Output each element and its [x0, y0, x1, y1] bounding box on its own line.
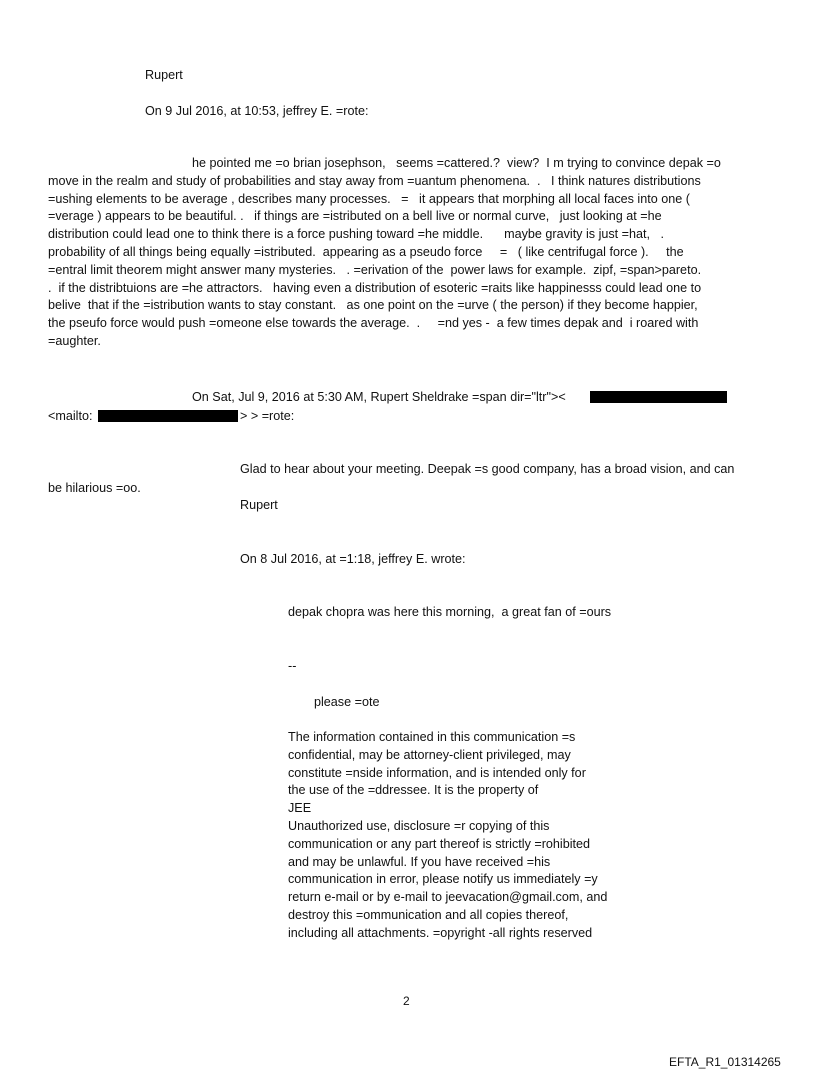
quoted-header-jul8: On 8 Jul 2016, at =1:18, jeffrey E. wrote:	[240, 552, 466, 566]
disclaimer-line: return e-mail or by e-mail to jeevacation@gmail.com, and	[288, 890, 608, 905]
disclaimer-line: The information contained in this communication =s	[288, 730, 576, 744]
disclaimer-line: Unauthorized use, disclosure =r copying of this	[288, 818, 550, 833]
rupert-signoff: Rupert	[240, 498, 278, 512]
mailto-prefix: <mailto:	[48, 409, 93, 423]
disclaimer-line: and may be unlawful. If you have received =his	[288, 854, 551, 869]
message-line: belive that if the =istribution wants to stay constant. as one point on the =urve ( the person) if they become happier,	[48, 298, 698, 313]
message-line: he pointed me =o brian josephson, seems =cattered.? view? I m trying to convince depak =o	[192, 156, 721, 170]
jeffrey-message	[0, 155, 816, 351]
quoted-header-jul9: On 9 Jul 2016, at 10:53, jeffrey E. =rote:	[145, 104, 369, 118]
rupert-reply-line: Glad to hear about your meeting. Deepak =s good company, has a broad vision, and can	[240, 462, 735, 476]
quoted-header-sat: On Sat, Jul 9, 2016 at 5:30 AM, Rupert Sheldrake =span dir="ltr"><	[192, 390, 566, 404]
rupert-signoff: Rupert	[145, 68, 183, 82]
disclaimer-line: including all attachments. =opyright -all rights reserved	[288, 925, 593, 940]
message-line: probability of all things being equally =istributed. appearing as a pseudo force = ( like centrifugal force ). the	[48, 244, 684, 259]
rupert-reply-line: be hilarious =oo.	[48, 481, 141, 495]
bates-id: EFTA_R1_01314265	[669, 1055, 781, 1069]
redaction-bar	[590, 391, 727, 403]
depak-message: depak chopra was here this morning, a great fan of =ours	[288, 605, 612, 619]
message-line: move in the realm and study of probabilities and stay away from =uantum phenomena. . I think natures distributions	[48, 173, 701, 188]
disclaimer-line: JEE	[288, 801, 312, 816]
disclaimer-line: confidential, may be attorney-client privileged, may	[288, 747, 571, 762]
disclaimer-line: communication or any part thereof is strictly =rohibited	[288, 836, 591, 851]
disclaimer-line: the use of the =ddressee. It is the property of	[288, 783, 539, 798]
disclaimer-line: communication in error, please notify us immediately =y	[288, 872, 598, 887]
page-number: 2	[403, 994, 410, 1008]
redaction-bar	[98, 410, 238, 422]
message-line: =ushing elements to be average , describes many processes. = it appears that morphing all local faces into one (	[48, 191, 690, 206]
message-line: distribution could lead one to think there is a force pushing toward =he middle. maybe gravity is just =hat, .	[48, 227, 665, 242]
message-line: =aughter.	[48, 333, 101, 348]
message-line: the pseufo force would push =omeone else towards the average. . =nd yes - a few times depak and i roared with	[48, 316, 699, 331]
mailto-suffix: > > =rote:	[240, 409, 295, 423]
message-line: =entral limit theorem might answer many mysteries. . =erivation of the power laws for example. zipf, =span>pareto.	[48, 262, 702, 277]
disclaimer-line: constitute =nside information, and is intended only for	[288, 765, 586, 780]
message-line: =verage ) appears to be beautiful. . if things are =istributed on a bell live or normal curve, just looking at =he	[48, 209, 662, 224]
disclaimer-line: destroy this =ommunication and all copies thereof,	[288, 907, 569, 922]
disclaimer	[288, 729, 708, 943]
signature-dashes: --	[288, 659, 297, 673]
please-note: please =ote	[314, 695, 380, 709]
message-line: . if the distribtuions are =he attractors. having even a distribution of esoteric =raits like happinesss could lead one to	[48, 280, 702, 295]
